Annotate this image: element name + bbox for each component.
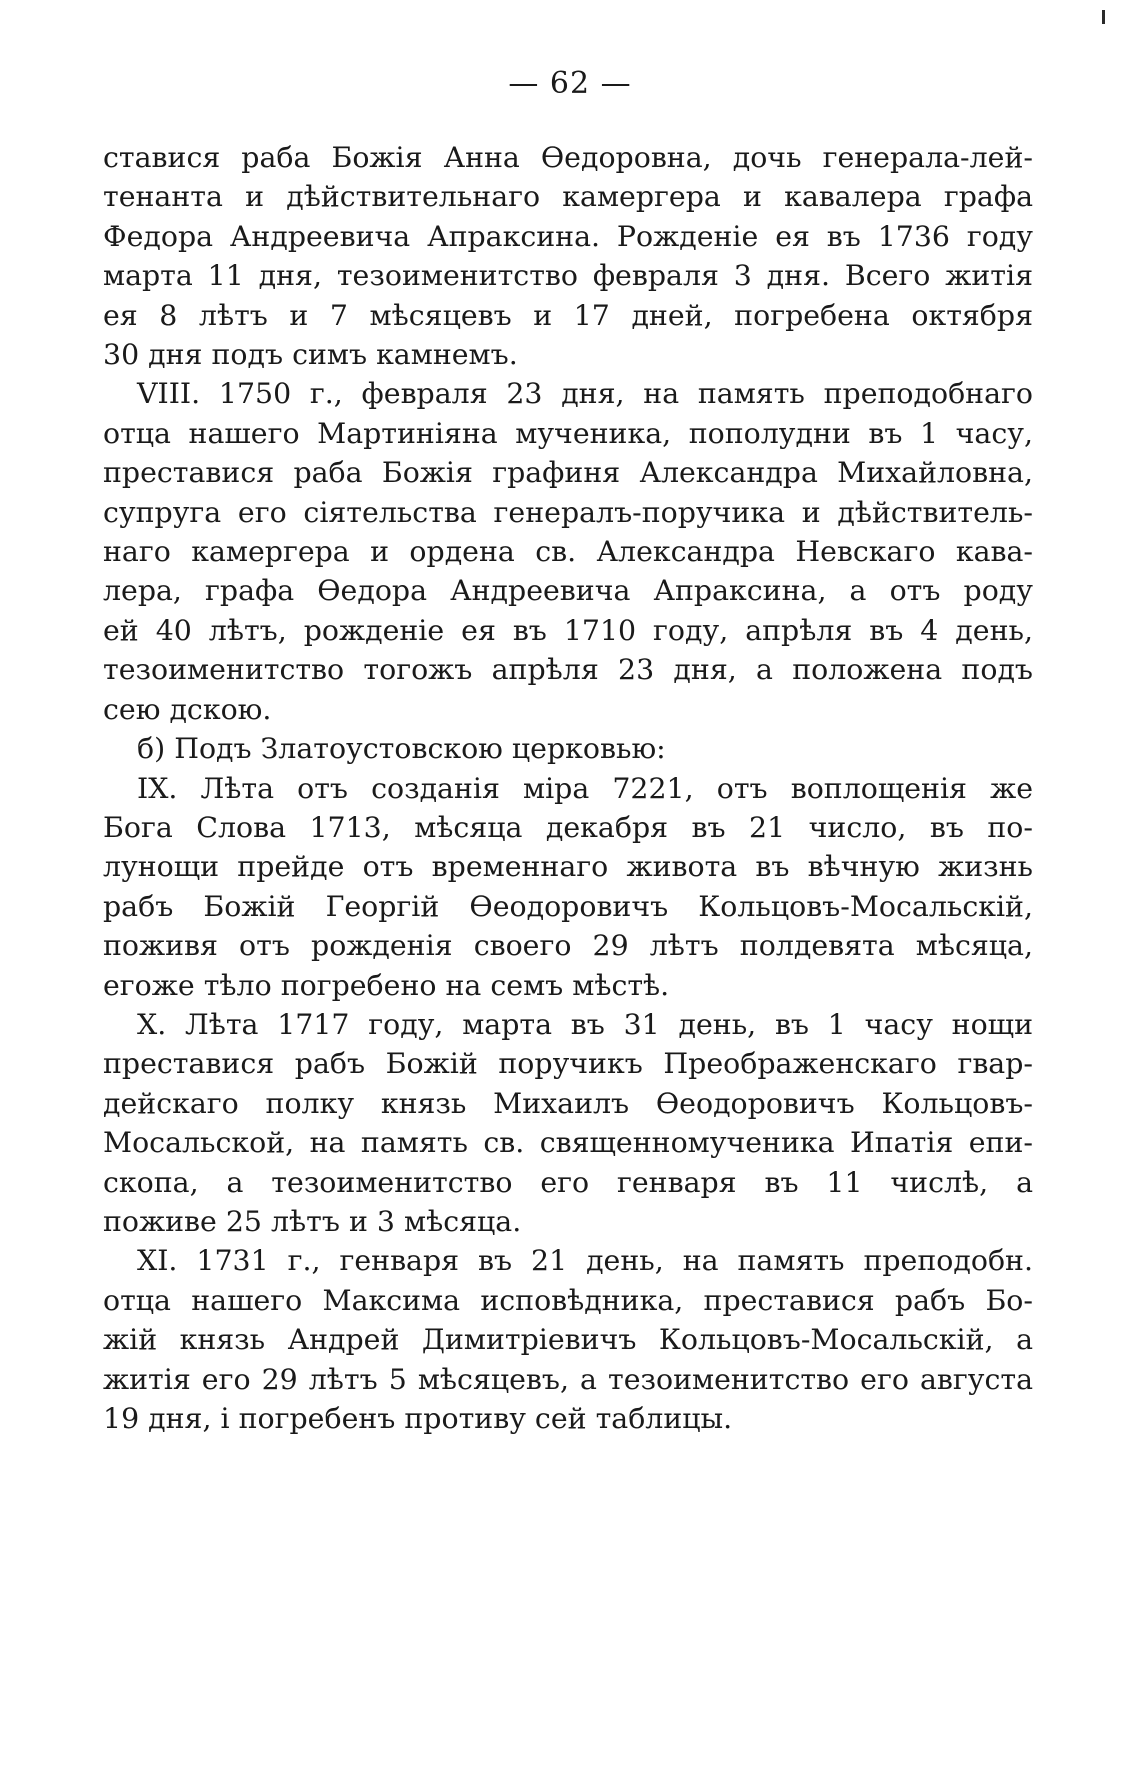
body-text [103,138,1033,1438]
text-line [103,1163,1033,1202]
text-line [103,1044,1033,1083]
text-line [103,414,1033,453]
line-text: преставися раба Божія графиня Александра Михайловна, [103,456,1033,490]
text-line [103,1281,1033,1320]
text-line [103,966,1033,1005]
scan-mark [1102,10,1105,24]
line-text: рабъ Божій Георгій Ѳеодоровичъ Кольцовъ-Мосальскій, [103,889,1033,923]
line-text: б) Подъ Златоустовскою церковью: [137,732,666,766]
line-text: поживе 25 лѣтъ и 3 мѣсяца. [103,1204,522,1238]
line-text: ей 40 лѣтъ, рожденіе ея въ 1710 году, апрѣля въ 4 день, [103,613,1033,647]
text-line [103,847,1033,886]
text-line [103,1320,1033,1359]
line-text: отца нашего Мартиніяна мученика, пополудни въ 1 часу, [103,416,1033,450]
line-text: жій князь Андрей Димитріевичъ Кольцовъ-Мосальскій, а [103,1323,1033,1357]
text-line [103,1241,1033,1280]
text-line [103,808,1033,847]
text-line [103,493,1033,532]
text-line [103,177,1033,216]
text-line [103,335,1033,374]
text-line [103,769,1033,808]
text-line [103,650,1033,689]
text-line [103,1005,1033,1044]
line-text: супруга его сіятельства генералъ-поручика и дѣйствитель- [103,495,1033,529]
line-text: егоже тѣло погребено на семъ мѣстѣ. [103,968,670,1002]
text-line [103,532,1033,571]
line-text: ставися раба Божія Анна Ѳедоровна, дочь генерала-лей- [103,141,1033,174]
text-line [103,138,1033,177]
text-line [103,1360,1033,1399]
line-text: тенанта и дѣйствительнаго камергера и кавалера графа [103,180,1033,214]
text-line [103,729,1033,768]
line-text: скопа, а тезоименитство его генваря въ 11 числѣ, а [103,1165,1033,1199]
page-number: — 62 — [508,66,632,101]
line-text: Федора Андреевича Апраксина. Рожденіе ея въ 1736 году [103,219,1033,253]
text-line [103,453,1033,492]
line-text: XI. 1731 г., генваря въ 21 день, на память преподобн. [137,1244,1033,1278]
line-text: тезоименитство тогожъ апрѣля 23 дня, а положена подъ [103,653,1033,687]
line-text: наго камергера и ордена св. Александра Невскаго кава- [103,535,1033,569]
line-text: житія его 29 лѣтъ 5 мѣсяцевъ, а тезоименитство его августа [103,1362,1033,1396]
text-line [103,1123,1033,1162]
text-line [103,887,1033,926]
text-line [103,571,1033,610]
line-text: X. Лѣта 1717 году, марта въ 31 день, въ 1 часу нощи [137,1007,1033,1041]
text-line [103,611,1033,650]
line-text: сею дскою. [103,692,272,726]
line-text: Бога Слова 1713, мѣсяца декабря въ 21 число, въ по- [103,810,1033,844]
line-text: 30 дня подъ симъ камнемъ. [103,338,518,372]
text-line [103,926,1033,965]
line-text: VIII. 1750 г., февраля 23 дня, на память преподобнаго [137,377,1033,411]
line-text: дейскаго полку князь Михаилъ Ѳеодоровичъ Кольцовъ- [103,1086,1033,1120]
text-line [103,1399,1033,1438]
text-line [103,690,1033,729]
text-line [103,1202,1033,1241]
text-line [103,374,1033,413]
line-text: 19 дня, і погребенъ противу сей таблицы. [103,1402,733,1435]
text-line [103,217,1033,256]
line-text: IX. Лѣта отъ созданія міра 7221, отъ воплощенія же [137,771,1033,805]
text-line [103,1084,1033,1123]
line-text: Мосальской, на память св. священномученика Ипатія епи- [103,1126,1033,1160]
line-text: отца нашего Максима исповѣдника, преставися рабъ Бо- [103,1283,1033,1317]
line-text: преставися рабъ Божій поручикъ Преображенскаго гвар- [103,1047,1033,1081]
text-line [103,296,1033,335]
line-text: лера, графа Ѳедора Андреевича Апраксина, а отъ роду [103,574,1033,608]
line-text: лунощи прейде отъ временнаго живота въ вѣчную жизнь [103,850,1033,884]
line-text: марта 11 дня, тезоименитство февраля 3 дня. Всего житія [103,259,1033,293]
line-text: ея 8 лѣтъ и 7 мѣсяцевъ и 17 дней, погребена октября [103,298,1033,332]
line-text: поживя отъ рожденія своего 29 лѣтъ полдевята мѣсяца, [103,929,1033,963]
text-line [103,256,1033,295]
